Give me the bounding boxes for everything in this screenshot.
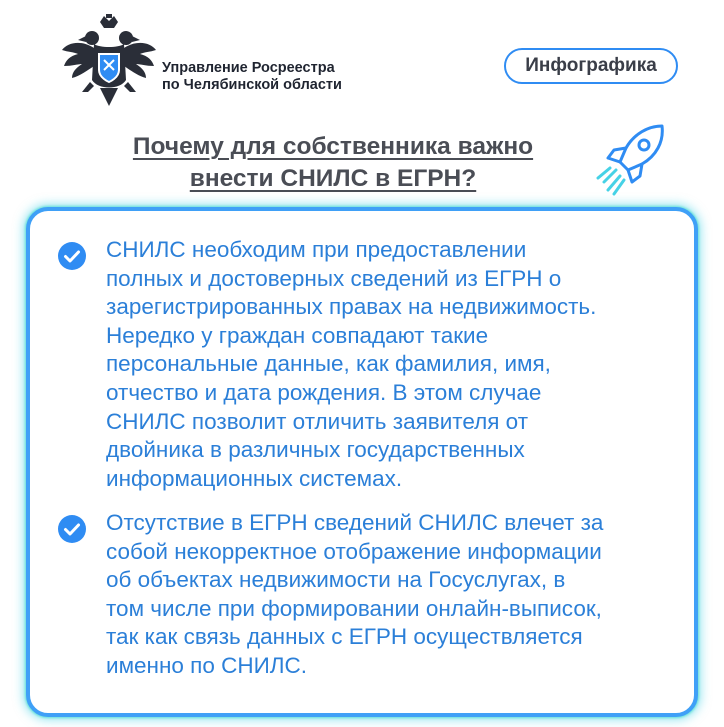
title-line-1: Почему для собственника важно [132, 133, 534, 160]
infographic-tag: Инфографика [504, 48, 678, 84]
item-text [106, 236, 686, 493]
rocket-icon [590, 118, 670, 204]
check-circle-icon [58, 515, 86, 543]
info-card [26, 207, 698, 717]
double-headed-eagle-emblem-icon [60, 14, 158, 110]
text-line: полных и достоверных сведений из ЕГРН о [106, 265, 562, 291]
text-line: том числе при формировании онлайн-выписок, [106, 595, 602, 621]
organization-line-2: по Челябинской области [162, 77, 342, 93]
item-text [106, 509, 686, 681]
text-line: информационных системах. [106, 465, 403, 491]
header [60, 14, 680, 114]
organization-line-1: Управление Росреестра [162, 60, 335, 76]
page-title [88, 131, 578, 195]
text-line: именно по СНИЛС. [106, 652, 308, 678]
text-line: так как связь данных с ЕГРН осуществляется [106, 624, 583, 650]
text-line: Отсутствие в ЕГРН сведений СНИЛС влечет за [106, 510, 604, 535]
text-line: двойника в различных государственных [106, 437, 525, 463]
text-line: отчество и дата рождения. В этом случае [106, 379, 542, 405]
text-line: зарегистрированных правах на недвижимость. [106, 294, 597, 320]
text-line: СНИЛС позволит отличить заявителя от [106, 408, 529, 434]
text-line: об объектах недвижимости на Госуслугах, в [106, 567, 566, 593]
check-circle-icon [58, 242, 86, 270]
text-line: СНИЛС необходим при предоставлении [106, 237, 527, 262]
organization-name [162, 60, 342, 94]
text-line: собой некорректное отображение информации [106, 538, 602, 564]
text-line: Нередко у граждан совпадают такие [106, 322, 489, 348]
text-line: персональные данные, как фамилия, имя, [106, 351, 551, 377]
title-line-2: внести СНИЛС в ЕГРН? [189, 165, 477, 192]
